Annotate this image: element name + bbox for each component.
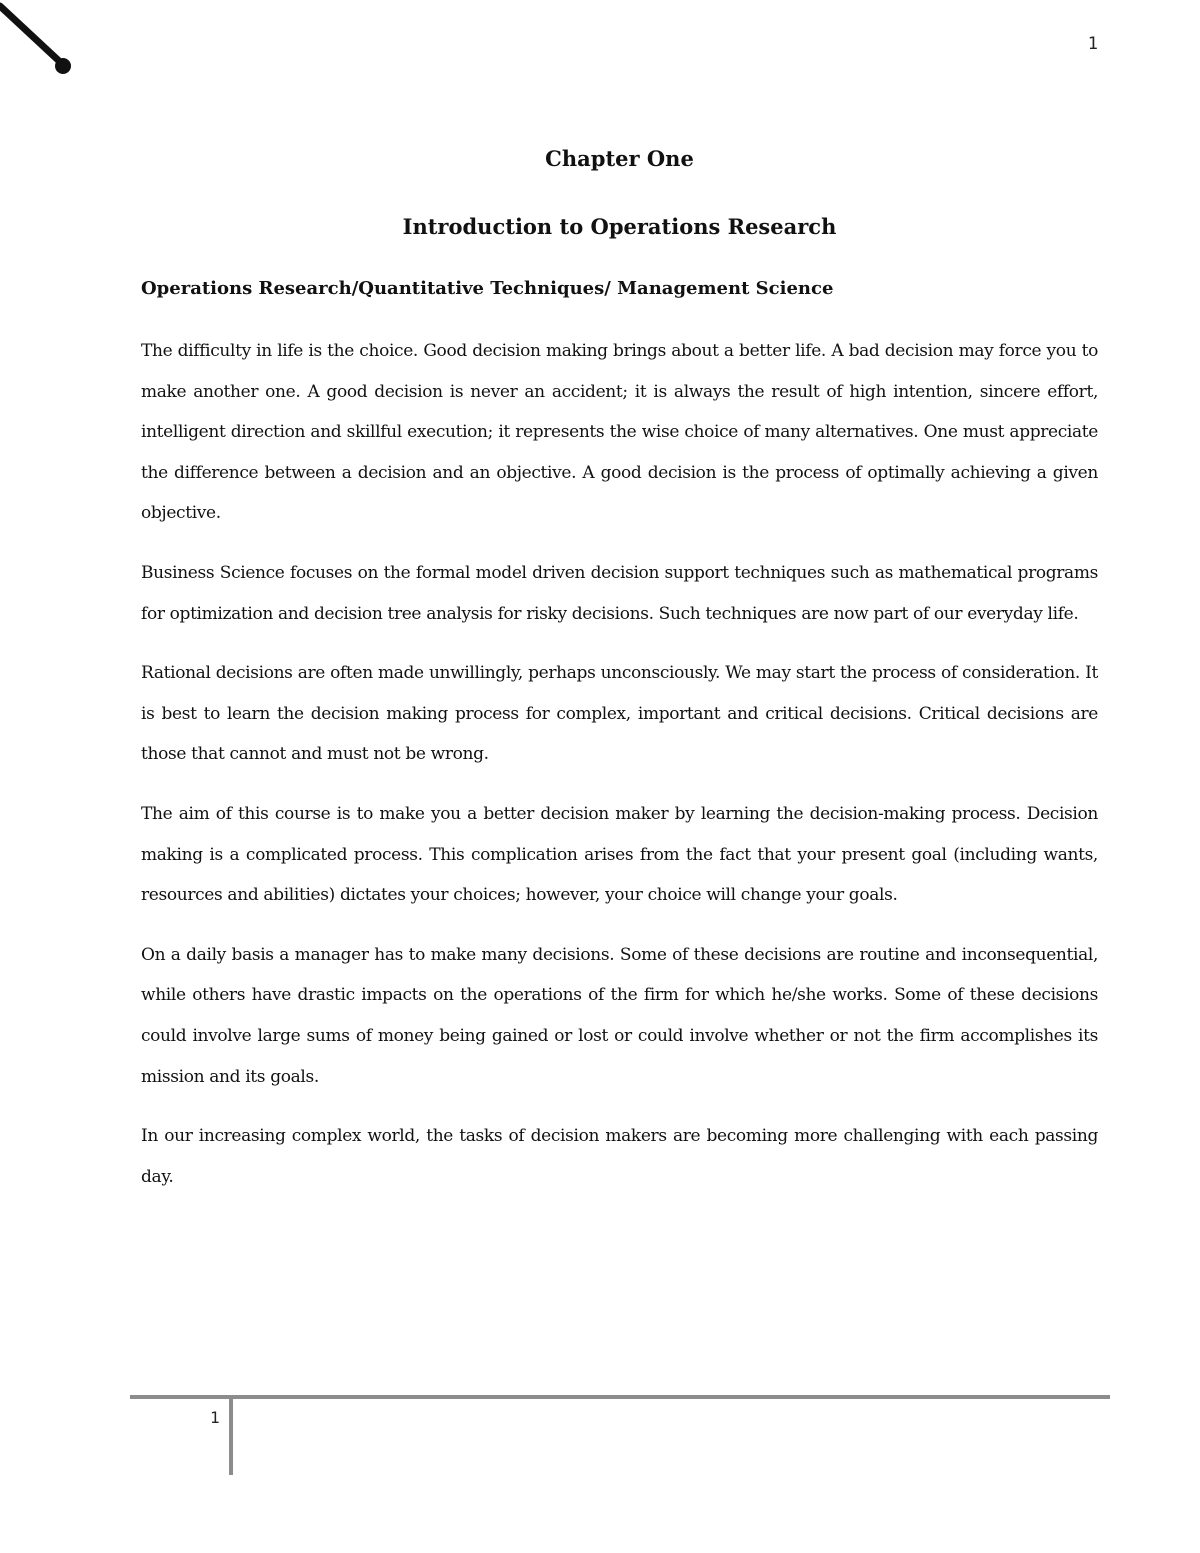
chapter-title: Introduction to Operations Research bbox=[402, 214, 837, 239]
footer-page-number: 1 bbox=[210, 1408, 220, 1427]
paragraph: In our increasing complex world, the tasks of decision makers are becoming more challenging with each passing day. bbox=[141, 1126, 1098, 1187]
document-body bbox=[141, 140, 1098, 1197]
header-page-number: 1 bbox=[1087, 34, 1098, 54]
section-heading: Operations Research/Quantitative Techniques/ Management Science bbox=[141, 278, 834, 299]
footer-divider bbox=[229, 1399, 233, 1475]
paragraph: Rational decisions are often made unwillingly, perhaps unconsciously. We may start the process of consideration. It is best to learn the decision making process for complex, important and critical decisions. Critical decisions are those that cannot and must not be wrong. bbox=[141, 663, 1098, 765]
paragraph: The aim of this course is to make you a better decision maker by learning the decision-making process. Decision making is a complicated process. This complication arises from the fact that your present goal (including wants, resources and abilities) dictates your choices; however, your choice will change your goals. bbox=[141, 803, 1098, 906]
footer-rule bbox=[130, 1395, 1110, 1399]
paragraph: The difficulty in life is the choice. Good decision making brings about a better life. A bad decision may force you to make another one. A good decision is never an accident; it is always the result of high intention, sincere effort, intelligent direction and skillful execution; it represents the wise choice of many alternatives. One must appreciate the difference between a decision and an objective. A good decision is the process of optimally achieving a given objective. bbox=[141, 341, 1098, 524]
pen-stroke-mark bbox=[0, 0, 80, 80]
paragraph: Business Science focuses on the formal model driven decision support techniques such as mathematical programs for optimization and decision tree analysis for risky decisions. Such techniques are now part of our everyday life. bbox=[141, 562, 1098, 624]
paragraph: On a daily basis a manager has to make many decisions. Some of these decisions are routine and inconsequential, while others have drastic impacts on the operations of the firm for which he/she works. Some of these decisions could involve large sums of money being gained or lost or could involve whether or not the firm accomplishes its mission and its goals. bbox=[141, 944, 1098, 1087]
chapter-heading: Chapter One bbox=[545, 146, 694, 171]
